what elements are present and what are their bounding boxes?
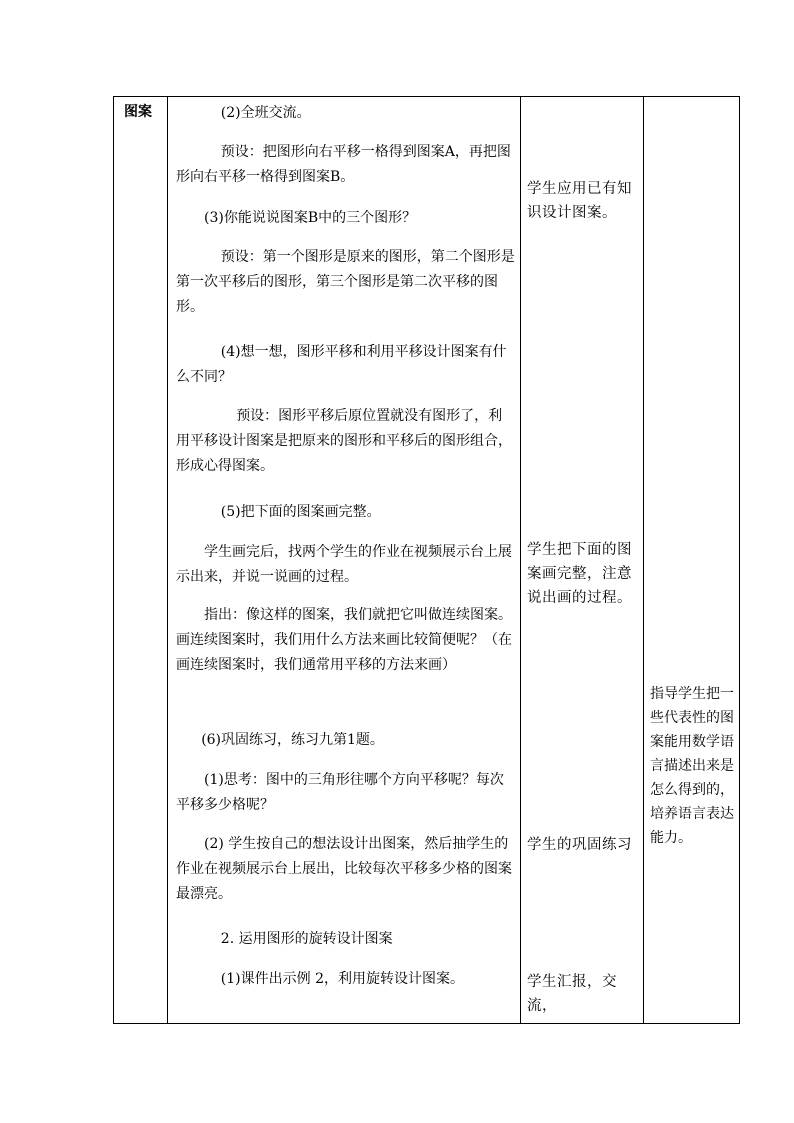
paragraph: 预设：第一个图形是原来的图形，第二个图形是第一次平移后的图形，第三个图形是第二次平移的图形。 (176, 249, 515, 315)
section-label: 图案 (124, 104, 152, 120)
student-note: 学生把下面的图案画完整，注意说出画的过程。 (527, 542, 632, 606)
section-cell (114, 97, 167, 1023)
paragraph: 预设：图形平移后原位置就没有图形了，利用平移设计图案是把原来的图形和平移后的图形组合，形成心得图案。 (176, 408, 512, 474)
paragraph: (2)全班交流。 (220, 105, 311, 121)
paragraph: 2. 运用图形的旋转设计图案 (220, 931, 393, 947)
paragraph: (1)课件出示例 2，利用旋转设计图案。 (220, 971, 464, 987)
student-activity-cell (521, 97, 643, 1023)
paragraph: (2) 学生按自己的想法设计出图案，然后抽学生的作业在视频展示台上展出，比较每次平移多少格的图案最漂亮。 (176, 836, 512, 902)
paragraph: (4)想一想，图形平移和利用平移设计图案有什么不同？ (176, 344, 507, 385)
student-note: 学生汇报，交流， (527, 974, 617, 1014)
lesson-table (113, 96, 740, 1024)
intent-note: 指导学生把一些代表性的图案能用数学语言描述出来是怎么得到的，培养语言表达能力。 (650, 686, 734, 846)
paragraph: 预设：把图形向右平移一格得到图案A，再把图形向右平移一格得到图案B。 (176, 144, 511, 185)
paragraph: (6)巩固练习，练习九第1题。 (201, 732, 384, 748)
design-intent-cell (644, 97, 740, 1023)
paragraph: (5)把下面的图案画完整。 (220, 504, 381, 520)
paragraph: 学生画完后，找两个学生的作业在视频展示台上展示出来，并说一说画的过程。 (176, 544, 512, 585)
process-cell (168, 97, 520, 1023)
student-note: 学生应用已有知识设计图案。 (527, 181, 632, 221)
paragraph: (3)你能说说图案B中的三个图形？ (204, 210, 417, 226)
student-note: 学生的巩固练习 (527, 837, 632, 853)
paragraph: 指出：像这样的图案，我们就把它叫做连续图案。画连续图案时，我们用什么方法来画比较简便呢？（在画连续图案时，我们通常用平移的方法来画） (176, 607, 512, 673)
paragraph: (1)思考：图中的三角形往哪个方向平移呢？每次平移多少格呢？ (176, 772, 504, 813)
